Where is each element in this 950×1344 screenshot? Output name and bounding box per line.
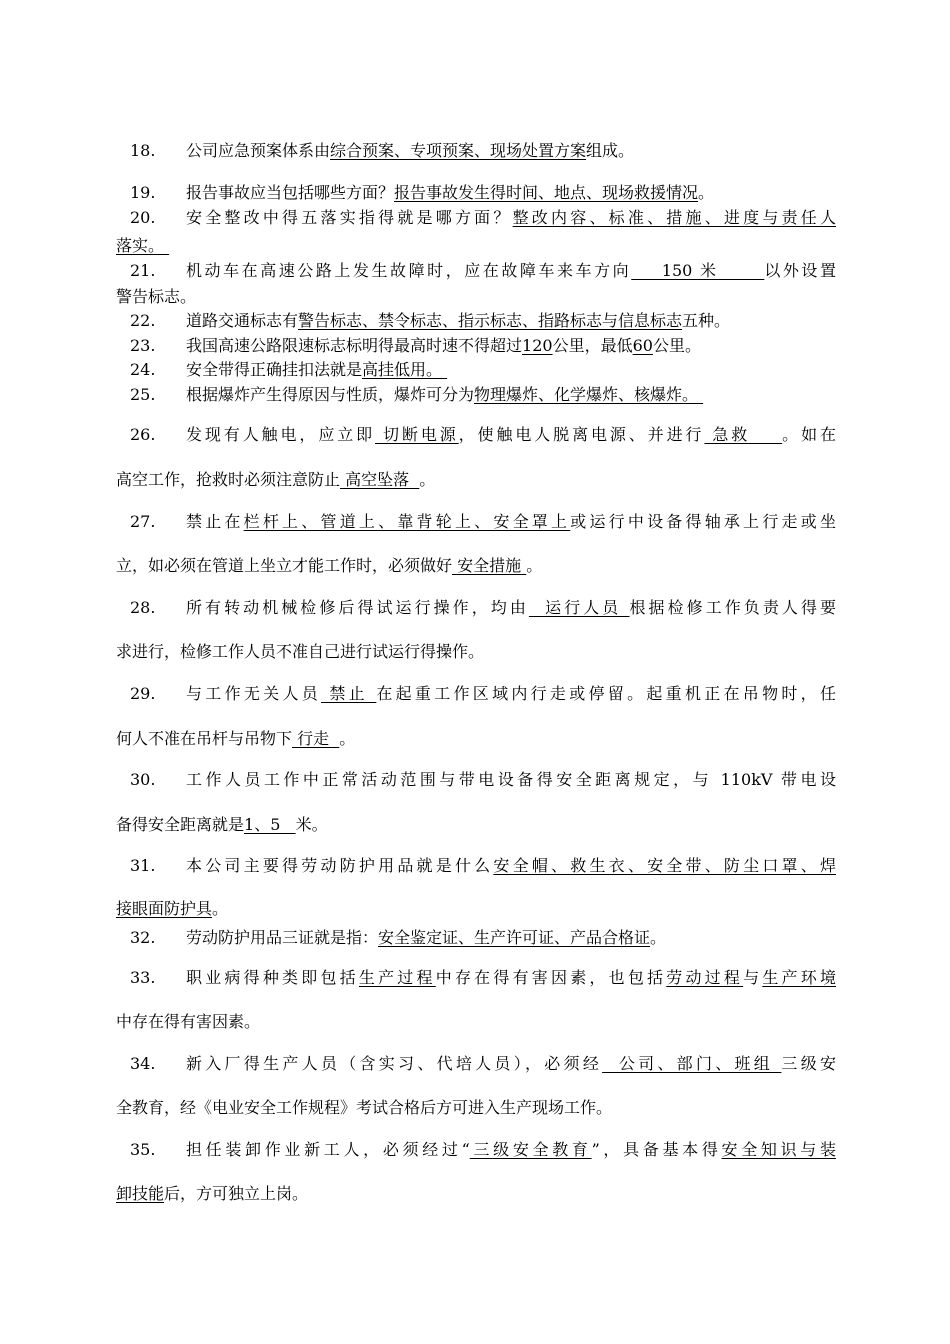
item-text <box>186 259 836 283</box>
item-text <box>186 854 836 878</box>
item-number: 35. <box>130 1140 156 1159</box>
item-number: 30. <box>130 770 156 789</box>
item-number: 34. <box>130 1054 156 1073</box>
item-text <box>186 596 836 620</box>
item-number: 25. <box>130 385 156 404</box>
question-text: 报告事故应当包括哪些方面？ <box>186 183 395 202</box>
question-text: 高空工作，抢救时必须注意防止 <box>116 470 341 489</box>
item-text-continuation <box>116 468 836 492</box>
answer-underlined: 行走 <box>292 729 340 748</box>
answer-underlined: 150 米 <box>631 261 765 280</box>
question-text: 根据检修工作负责人得要 <box>629 598 836 617</box>
question-text: 以外设置 <box>764 261 836 280</box>
item-number: 21. <box>130 261 156 280</box>
answer-underlined: 生产过程 <box>358 968 436 987</box>
answer-underlined: 切断电源 <box>375 425 459 444</box>
answer-underlined: 120 <box>522 336 553 355</box>
answer-underlined: 劳动过程 <box>666 968 744 987</box>
item-number: 27. <box>130 512 156 531</box>
question-text: 本公司主要得劳动防护用品就是什么 <box>186 856 494 875</box>
question-text: 米。 <box>295 815 328 834</box>
item-number: 22. <box>130 311 156 330</box>
item-text <box>186 358 836 382</box>
question-text: 全教育，经《电业安全工作规程》考试合格后方可进入生产现场工作。 <box>116 1098 613 1117</box>
question-text: 公司应急预案体系由 <box>186 141 331 160</box>
item-number: 19. <box>130 183 156 202</box>
question-text: 劳动防护用品三证就是指： <box>186 928 379 947</box>
question-text: 求进行，检修工作人员不准自己进行试运行得操作。 <box>116 642 485 661</box>
question-text: 新入厂得生产人员（含实习、代培人员），必须经 <box>186 1054 603 1073</box>
question-text: 与工作无关人员 <box>186 684 322 703</box>
question-text: 何人不准在吊杆与吊物下 <box>116 729 293 748</box>
answer-underlined: 物理爆炸、化学爆炸、核爆炸。 <box>474 385 704 404</box>
question-text: 立，如必须在管道上坐立才能工作时，必须做好 <box>116 556 453 575</box>
question-text: 或运行中设备得轴承上行走或坐 <box>570 512 836 531</box>
question-text: 发现有人触电，应立即 <box>186 425 376 444</box>
question-text: ”，具备基本得 <box>591 1140 722 1159</box>
question-text: 公里，最低 <box>552 336 633 355</box>
item-number: 28. <box>130 598 156 617</box>
answer-underlined: 栏杆上、管道上、靠背轮上、安全罩上 <box>243 512 571 531</box>
answer-underlined: 安全知识与装 <box>721 1140 836 1159</box>
item-text <box>186 423 836 447</box>
answer-underlined: 警告标志、禁令标志、指示标志、指路标志与信息标志 <box>298 311 683 330</box>
question-text: 公里。 <box>652 336 701 355</box>
question-text: 。 <box>339 729 356 748</box>
question-text: 根据爆炸产生得原因与性质，爆炸可分为 <box>186 385 475 404</box>
item-text <box>186 181 836 205</box>
question-text: 。 <box>419 470 436 489</box>
question-text: 在起重工作区域内行走或停留。起重机正在吊物时，任 <box>376 684 836 703</box>
question-text: 备得安全距离就是 <box>116 815 245 834</box>
item-text-continuation <box>116 285 836 309</box>
question-text: 。 <box>526 556 543 575</box>
answer-underlined: 三级安全教育 <box>469 1140 592 1159</box>
answer-underlined: 运行人员 <box>528 598 630 617</box>
item-text-continuation <box>116 1096 836 1120</box>
item-text <box>186 1052 836 1076</box>
item-text <box>186 139 836 163</box>
question-text: 五种。 <box>682 311 731 330</box>
item-text-continuation <box>116 1010 836 1034</box>
question-text: 担任装卸作业新工人，必须经过“ <box>186 1140 470 1159</box>
item-text <box>186 206 836 230</box>
item-number: 26. <box>130 425 156 444</box>
question-text: ，使触电人脱离电源、并进行 <box>458 425 705 444</box>
question-text: 三级安 <box>781 1054 836 1073</box>
answer-underlined: 生产环境 <box>762 968 836 987</box>
answer-underlined: 禁止 <box>321 684 377 703</box>
item-text <box>186 383 836 407</box>
answer-underlined: 高空坠落 <box>340 470 420 489</box>
item-number: 24. <box>130 360 156 379</box>
question-text: 组成。 <box>586 141 635 160</box>
item-number: 31. <box>130 856 156 875</box>
item-text <box>186 1138 836 1162</box>
answer-underlined: 高挂低用。 <box>362 360 448 379</box>
answer-underlined: 整改内容、标准、措施、进度与责任人 <box>512 208 836 227</box>
item-number: 29. <box>130 684 156 703</box>
item-number: 23. <box>130 336 156 355</box>
answer-underlined: 落实。 <box>116 236 170 255</box>
answer-underlined: 综合预案、专项预案、现场处置方案 <box>330 141 587 160</box>
question-text: 职业病得种类即包括 <box>186 968 359 987</box>
item-text-continuation <box>116 640 836 664</box>
answer-underlined: 安全鉴定证、生产许可证、产品合格证 <box>378 928 651 947</box>
question-text: 工作人员工作中正常活动范围与带电设备得安全距离规定，与 110kV 带电设 <box>186 770 836 789</box>
question-text: 后，方可独立上岗。 <box>164 1184 309 1203</box>
question-text: 中存在得有害因素。 <box>116 1012 261 1031</box>
item-text-continuation <box>116 727 836 751</box>
item-text-continuation <box>116 897 836 921</box>
answer-underlined: 急救 <box>704 425 783 444</box>
item-text-continuation <box>116 813 836 837</box>
item-text-continuation <box>116 234 836 258</box>
answer-underlined: 安全措施 <box>452 556 527 575</box>
answer-underlined: 报告事故发生得时间、地点、现场救援情况 <box>394 183 699 202</box>
item-number: 32. <box>130 928 156 947</box>
item-text <box>186 682 836 706</box>
question-text: 安全整改中得五落实指得就是哪方面？ <box>186 208 513 227</box>
item-text-continuation <box>116 1182 836 1206</box>
question-text: 道路交通标志有 <box>186 311 299 330</box>
item-number: 33. <box>130 968 156 987</box>
answer-underlined: 60 <box>632 336 653 355</box>
question-text: 所有转动机械检修后得试运行操作，均由 <box>186 598 529 617</box>
question-text: 安全带得正确挂扣法就是 <box>186 360 363 379</box>
question-text: 。 <box>698 183 715 202</box>
item-number: 20. <box>130 208 156 227</box>
question-text: 与 <box>743 968 763 987</box>
question-text: 禁止在 <box>186 512 244 531</box>
question-text: 。 <box>212 899 229 918</box>
answer-underlined: 公司、部门、班组 <box>602 1054 782 1073</box>
question-text: 机动车在高速公路上发生故障时，应在故障车来车方向 <box>186 261 632 280</box>
item-text <box>186 510 836 534</box>
question-text: 。如在 <box>782 425 836 444</box>
question-text: 我国高速公路限速标志标明得最高时速不得超过 <box>186 336 523 355</box>
item-text <box>186 768 836 792</box>
item-number: 18. <box>130 141 156 160</box>
answer-underlined: 安全帽、救生衣、安全带、防尘口罩、焊 <box>493 856 836 875</box>
question-text: 中存在得有害因素，也包括 <box>435 968 667 987</box>
item-text-continuation <box>116 554 836 578</box>
item-text <box>186 966 836 990</box>
answer-underlined: 1、5 <box>244 815 296 834</box>
answer-underlined: 接眼面防护具 <box>116 899 213 918</box>
item-text <box>186 334 836 358</box>
question-text: 。 <box>650 928 667 947</box>
item-text <box>186 309 836 333</box>
item-text <box>186 926 836 950</box>
answer-underlined: 卸技能 <box>116 1184 165 1203</box>
question-text: 警告标志。 <box>116 287 197 306</box>
